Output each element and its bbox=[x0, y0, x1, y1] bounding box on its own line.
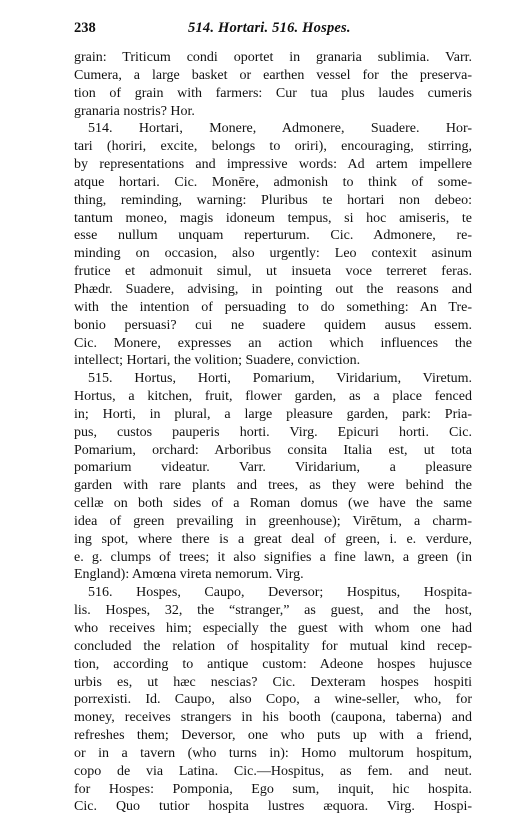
text-line: England): Amœna vireta nemorum. Virg. bbox=[74, 567, 304, 583]
text-line: esse nullum unquam reperturum. Cic. Admonere, re- bbox=[74, 228, 472, 244]
text-line: 516. Hospes, Caupo, Deversor; Hospitus, Hospita- bbox=[88, 585, 472, 601]
page-number: 238 bbox=[74, 20, 96, 36]
text-line: Phædr. Suadere, advising, in pointing out the reasons and bbox=[74, 281, 472, 297]
text-line: money, receives strangers in his booth (caupona, taberna) and bbox=[74, 710, 472, 726]
text-line: bonio persuasi? cui ne suadere quidem ausus essem. bbox=[74, 317, 472, 333]
text-line: refreshes them; Deversor, one who puts up with a friend, bbox=[74, 728, 472, 744]
text-line: atque hortari. Cic. Monēre, admonish to think of some- bbox=[74, 174, 472, 190]
text-line: frutice et admonuit simul, ut insueta voce terreret feras. bbox=[74, 264, 472, 280]
text-line: idea of green prevailing in greenhouse); Virētum, a charm- bbox=[74, 513, 472, 529]
text-line: Hortus, a kitchen, fruit, flower garden, as a place fenced bbox=[74, 389, 472, 405]
text-line: urbis es, ut hæc nescias? Cic. Dexteram hospes hospiti bbox=[74, 674, 472, 690]
running-head: 514. Hortari. 516. Hospes. bbox=[188, 20, 351, 36]
text-line: lis. Hospes, 32, the “stranger,” as guest, and the host, bbox=[74, 603, 472, 619]
text-line: pus, custos pauperis horti. Virg. Epicuri horti. Cic. bbox=[74, 424, 472, 440]
page-body bbox=[74, 49, 472, 816]
text-line: 514. Hortari, Monere, Admonere, Suadere. Hor- bbox=[88, 121, 472, 137]
text-line: Cic. Quo tutior hospita lustres æquora. Virg. Hospi- bbox=[74, 799, 472, 815]
text-line: minding on occasion, also urgently: Leo contexit asinum bbox=[74, 246, 472, 262]
text-line: copo de via Latina. Cic.—Hospitus, as fem. and neut. bbox=[74, 763, 472, 779]
text-line: porrexisti. Id. Caupo, also Copo, a wine-seller, who, for bbox=[74, 692, 472, 708]
text-line: pomarium videatur. Varr. Viridarium, a pleasure bbox=[74, 460, 472, 476]
text-line: Pomarium, orchard: Arboribus consita Italia est, ut tota bbox=[74, 442, 472, 458]
text-line: Cic. Monere, expresses an action which influences the bbox=[74, 335, 472, 351]
page-header bbox=[74, 20, 472, 40]
text-line: in; Horti, in plural, a large pleasure garden, park: Pria- bbox=[74, 406, 472, 422]
text-line: thing, reminding, warning: Pluribus te hortari non debeo: bbox=[74, 192, 472, 208]
text-line: tantum moneo, magis idoneum tempus, si hoc amiseris, te bbox=[74, 210, 472, 226]
text-line: intellect; Hortari, the volition; Suadere, conviction. bbox=[74, 353, 361, 369]
text-line: tion, according to antique custom: Adeone hospes hujusce bbox=[74, 656, 472, 672]
text-line: tion of grain with farmers: Cur tua plus laudes cumeris bbox=[74, 85, 472, 101]
text-line: or in a tavern (who turns in): Homo multorum hospitum, bbox=[74, 745, 472, 761]
text-line: granaria nostris? Hor. bbox=[74, 103, 195, 119]
text-line: concluded the relation of hospitality for mutual kind recep- bbox=[74, 638, 472, 654]
text-line: tari (horiri, excite, belongs to oriri), encouraging, stirring, bbox=[74, 139, 472, 155]
text-line: by representations and impressive words: Ad artem impellere bbox=[74, 157, 472, 173]
text-line: Cumera, a large basket or earthen vessel for the preserva- bbox=[74, 67, 472, 83]
text-line: with the intention of persuading to do something: An Tre- bbox=[74, 299, 472, 315]
text-line: 515. Hortus, Horti, Pomarium, Viridarium, Viretum. bbox=[88, 371, 472, 387]
text-line: ing spot, where there is a great deal of green, i. e. verdure, bbox=[74, 531, 472, 547]
text-line: grain: Triticum condi oportet in granaria sublimia. Varr. bbox=[74, 50, 472, 65]
text-line: for Hospes: Pomponia, Ego sum, inquit, hic hospita. bbox=[74, 781, 472, 797]
text-line: garden with rare plants and trees, as they were behind the bbox=[74, 478, 472, 494]
text-line: who receives him; especially the guest with whom one had bbox=[74, 621, 472, 636]
text-line: cellæ on both sides of a Roman domus (we have the same bbox=[74, 496, 472, 512]
text-line: e. g. clumps of trees; it also signifies a fine lawn, a green (in bbox=[74, 549, 472, 565]
